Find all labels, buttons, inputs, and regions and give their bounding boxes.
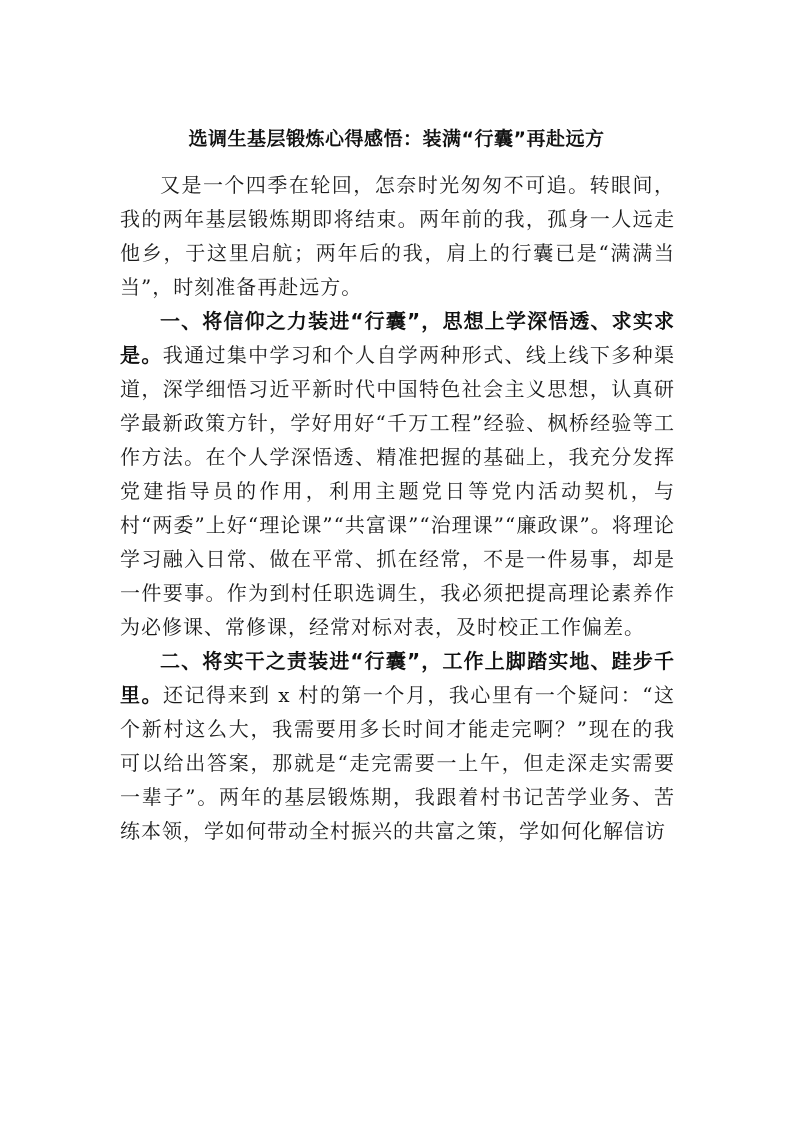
document-body (120, 168, 675, 848)
paragraph-section-1 (120, 304, 675, 644)
paragraph-text: 我通过集中学习和个人自学两种形式、线上线下多种渠道，深学细悟习近平新时代中国特色社会主义思想，认真研学最新政策方针，学好用好“千万工程”经验、枫桥经验等工作方法。在个人学深悟透、精准把握的基础上，我充分发挥党建指导员的作用，利用主题党日等党内活动契机，与村“两委”上好“理论课”“共富课”“治理课”“廉政课”。将理论学习融入日常、做在平常、抓在经常，不是一件易事，却是一件要事。作为到村任职选调生，我必须把提高理论素养作为必修课、常修课，经常对标对表，及时校正工作偏差。 (120, 343, 676, 639)
paragraph-text: 又是一个四季在轮回，怎奈时光匆匆不可追。转眼间，我的两年基层锻炼期即将结束。两年前的我，孤身一人远走他乡，于这里启航；两年后的我，肩上的行囊已是“满满当当”，时刻准备再赴远方。 (120, 173, 675, 299)
paragraph-text: 还记得来到 x 村的第一个月，我心里有一个疑问：“这个新村这么大，我需要用多长时间才能走完啊？”现在的我可以给出答案，那就是“走完需要一上午，但走深走实需要一辈子”。两年的基层锻炼期，我跟着村书记苦学业务、苦练本领，学如何带动全村振兴的共富之策，学如何化解信访 (120, 683, 676, 843)
paragraph-intro (120, 168, 675, 304)
section-heading: 一、将信仰之力装进“行囊”，思想上学深悟透、求实求是。 (120, 309, 675, 367)
document-title: 选调生基层锻炼心得感悟：装满“行囊”再赴远方 (188, 128, 605, 150)
paragraph-section-2 (120, 644, 675, 848)
section-heading: 二、将实干之责装进“行囊”，工作上脚踏实地、跬步千里。 (120, 649, 675, 707)
